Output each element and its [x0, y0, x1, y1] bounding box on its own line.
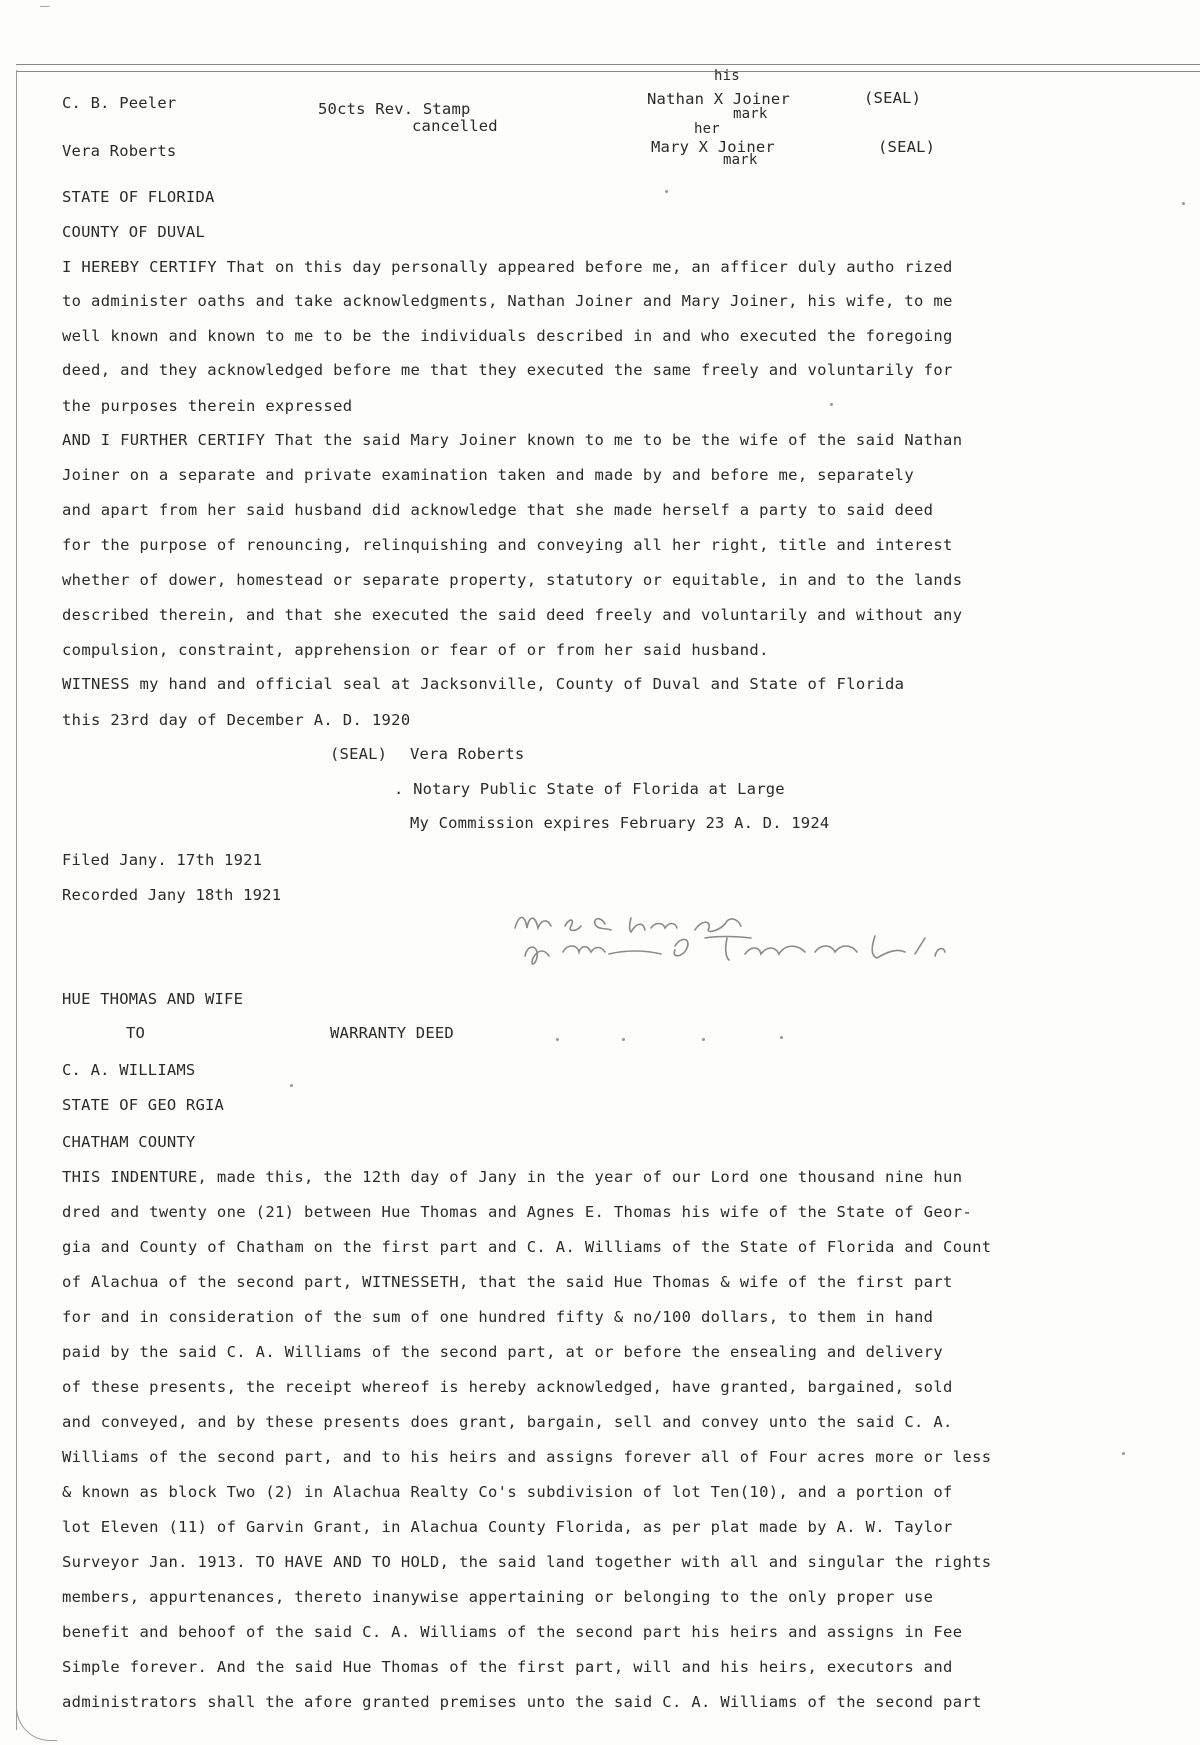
scan-speck	[290, 1084, 293, 1087]
deed2-line: benefit and behoof of the said C. A. Williams of the second part his heirs and assigns in Fee	[62, 1623, 963, 1641]
scan-speck	[622, 1038, 625, 1041]
notary-name: Vera Roberts	[410, 745, 525, 763]
notary-commission: My Commission expires February 23 A. D. 1924	[410, 814, 830, 832]
nathan-joiner-signature: Nathan X Joiner	[647, 90, 790, 108]
deed2-to: TO	[126, 1024, 146, 1042]
deed2-type: WARRANTY DEED	[330, 1024, 454, 1042]
scan-speck	[556, 1038, 559, 1041]
ack-line: Joiner on a separate and private examination taken and made by and before me, separately	[62, 466, 914, 484]
ack-county: COUNTY OF DUVAL	[62, 223, 205, 241]
mark-label-1: mark	[733, 106, 768, 122]
scan-speck	[830, 403, 833, 406]
deed2-line: lot Eleven (11) of Garvin Grant, in Alachua County Florida, as per plat made by A. W. Taylor	[62, 1518, 953, 1536]
ack-line: well known and known to me to be the individuals described in and who executed the foregoing	[62, 327, 953, 345]
deed2-line: members, appurtenances, thereto inanywise appertaining or belonging to the only proper use	[62, 1588, 934, 1606]
ack-line: AND I FURTHER CERTIFY That the said Mary Joiner known to me to be the wife of the said Nathan	[62, 431, 963, 449]
deed2-line: of Alachua of the second part, WITNESSETH, that the said Hue Thomas & wife of the first part	[62, 1273, 953, 1291]
deed2-line: of these presents, the receipt whereof is hereby acknowledged, have granted, bargained, sold	[62, 1378, 953, 1396]
scan-speck	[665, 190, 668, 193]
ack-line: whether of dower, homestead or separate property, statutory or equitable, in and to the lands	[62, 571, 963, 589]
deed2-grantee: C. A. WILLIAMS	[62, 1061, 196, 1079]
bottom-corner-curve	[16, 1700, 57, 1741]
ack-line: to administer oaths and take acknowledgments, Nathan Joiner and Mary Joiner, his wife, to me	[62, 292, 953, 310]
deed2-line: and conveyed, and by these presents does grant, bargain, sell and convey unto the said C. A.	[62, 1413, 953, 1431]
deed2-county: CHATHAM COUNTY	[62, 1133, 196, 1151]
deed2-line: & known as block Two (2) in Alachua Realty Co's subdivision of lot Ten(10), and a portion of	[62, 1483, 953, 1501]
deed2-state: STATE OF GEO RGIA	[62, 1096, 225, 1114]
deed2-line: for and in consideration of the sum of one hundred fifty & no/100 dollars, to them in hand	[62, 1308, 934, 1326]
his-label: his	[714, 68, 740, 84]
deed2-line: dred and twenty one (21) between Hue Thomas and Agnes E. Thomas his wife of the State of Geor-	[62, 1203, 973, 1221]
ack-line: the purposes therein expressed	[62, 397, 353, 415]
ack-line: WITNESS my hand and official seal at Jacksonville, County of Duval and State of Florida	[62, 675, 905, 693]
corner-mark: —	[40, 0, 50, 15]
scan-speck	[1182, 202, 1185, 205]
deed2-line: gia and County of Chatham on the first part and C. A. Williams of the State of Florida and Count	[62, 1238, 992, 1256]
ack-line: deed, and they acknowledged before me that they executed the same freely and voluntarily for	[62, 361, 953, 379]
deed2-line: THIS INDENTURE, made this, the 12th day of Jany in the year of our Lord one thousand nine hun	[62, 1168, 963, 1186]
her-label: her	[694, 121, 720, 137]
scan-speck	[780, 1036, 783, 1039]
notary-seal: (SEAL)	[330, 745, 388, 763]
mary-joiner-signature: Mary X Joiner	[651, 138, 775, 156]
grantor-peeler: C. B. Peeler	[62, 94, 177, 112]
scan-speck	[1122, 1452, 1125, 1455]
mark-label-2: mark	[723, 152, 758, 168]
recorded-date: Recorded Jany 18th 1921	[62, 886, 282, 904]
clerk-signature	[505, 896, 1025, 976]
ack-line: I HEREBY CERTIFY That on this day personally appeared before me, an afficer duly autho rized	[62, 258, 953, 276]
deed2-parties: HUE THOMAS AND WIFE	[62, 990, 244, 1008]
left-margin-line	[16, 70, 17, 1730]
grantor-roberts: Vera Roberts	[62, 142, 177, 160]
seal-1: (SEAL)	[864, 89, 922, 107]
deed2-line: Simple forever. And the said Hue Thomas of the first part, will and his heirs, executors and	[62, 1658, 953, 1676]
ack-line: for the purpose of renouncing, relinquishing and conveying all her right, title and interest	[62, 536, 953, 554]
top-rule	[16, 64, 1200, 72]
rev-stamp-line2: cancelled	[412, 117, 498, 135]
rev-stamp-line1: 50cts Rev. Stamp	[318, 100, 471, 118]
notary-title: . Notary Public State of Florida at Large	[394, 780, 785, 798]
ack-line: this 23rd day of December A. D. 1920	[62, 711, 411, 729]
deed2-line: administrators shall the afore granted premises unto the said C. A. Williams of the second part	[62, 1693, 982, 1711]
deed2-line: Williams of the second part, and to his heirs and assigns forever all of Four acres more or less	[62, 1448, 992, 1466]
ack-state: STATE OF FLORIDA	[62, 188, 215, 206]
scan-speck	[702, 1038, 705, 1041]
ack-line: described therein, and that she executed the said deed freely and voluntarily and without any	[62, 606, 963, 624]
seal-2: (SEAL)	[878, 138, 936, 156]
filed-date: Filed Jany. 17th 1921	[62, 851, 263, 869]
ack-line: and apart from her said husband did acknowledge that she made herself a party to said deed	[62, 501, 934, 519]
deed2-line: Surveyor Jan. 1913. TO HAVE AND TO HOLD, the said land together with all and singular the rights	[62, 1553, 992, 1571]
ack-line: compulsion, constraint, apprehension or fear of or from her said husband.	[62, 641, 769, 659]
deed2-line: paid by the said C. A. Williams of the second part, at or before the ensealing and delivery	[62, 1343, 944, 1361]
